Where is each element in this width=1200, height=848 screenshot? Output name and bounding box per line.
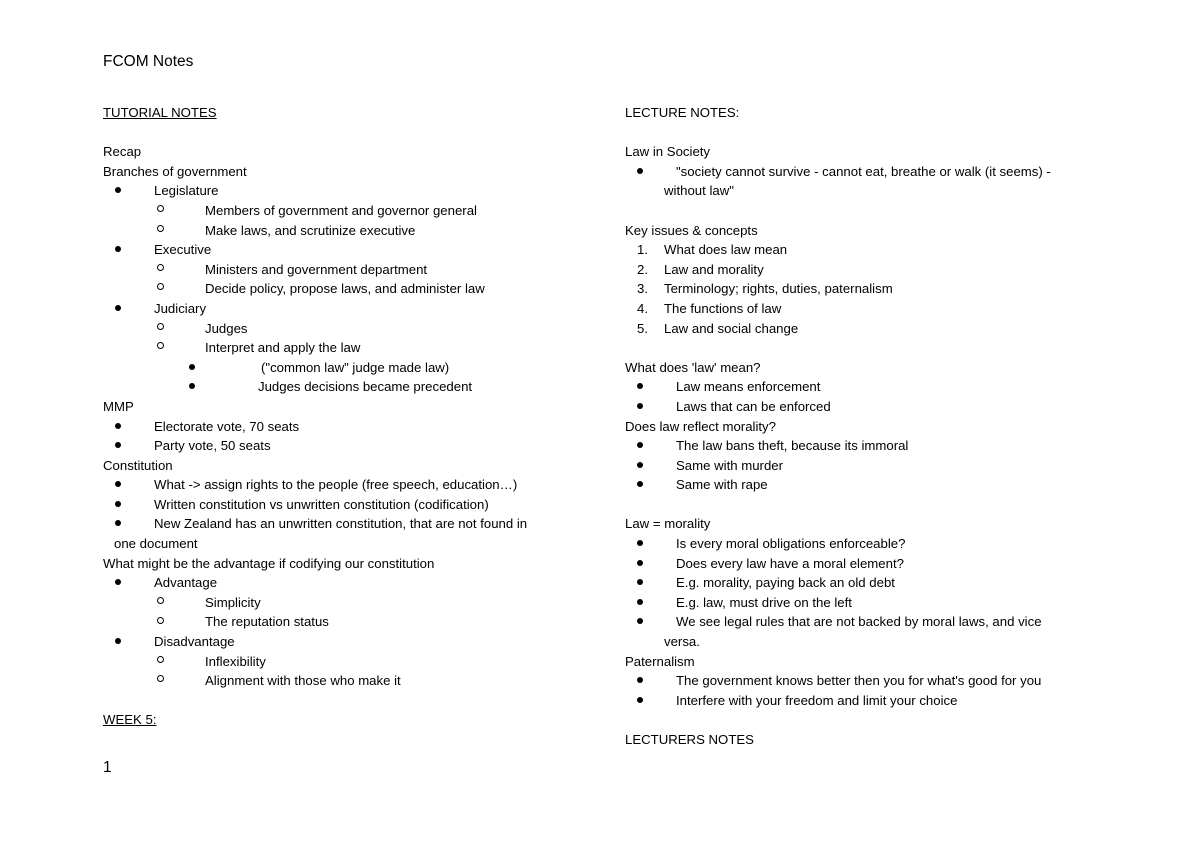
circle-bullet-icon	[157, 612, 164, 632]
circle-bullet-icon	[157, 338, 164, 358]
list-item: "society cannot survive - cannot eat, breathe or walk (it seems) -	[625, 162, 1105, 182]
list-item: Same with murder	[625, 456, 1105, 476]
list-item: Electorate vote, 70 seats	[103, 417, 583, 437]
bullet-icon	[115, 573, 121, 593]
bullet-icon	[115, 417, 121, 437]
bullet-icon	[637, 573, 643, 593]
list-item: Interpret and apply the law	[103, 338, 583, 358]
blank-line	[625, 710, 1105, 730]
list-item: Advantage	[103, 573, 583, 593]
list-item: ("common law" judge made law)	[103, 358, 583, 378]
list-item: Judges	[103, 319, 583, 339]
lecture-heading: LECTURE NOTES:	[625, 105, 740, 120]
blank-line	[625, 123, 1105, 143]
bullet-icon	[189, 358, 195, 378]
numbered-item: 2. Law and morality	[637, 261, 764, 277]
list-item: Judiciary	[103, 299, 583, 319]
list-item: Laws that can be enforced	[625, 397, 1105, 417]
branches-heading: Branches of government	[103, 163, 247, 179]
constitution-heading: Constitution	[103, 457, 173, 473]
list-item: Make laws, and scrutinize executive	[103, 221, 583, 241]
list-item: Party vote, 50 seats	[103, 436, 583, 456]
blank-line	[103, 691, 583, 711]
list-item: The reputation status	[103, 612, 583, 632]
bullet-icon	[637, 671, 643, 691]
blank-line	[103, 123, 583, 143]
list-item: Members of government and governor general	[103, 201, 583, 221]
bullet-icon	[637, 436, 643, 456]
key-issues-heading: Key issues & concepts	[625, 222, 758, 238]
list-item: Same with rape	[625, 475, 1105, 495]
list-item: Written constitution vs unwritten constitution (codification)	[103, 495, 583, 515]
reflect-heading: Does law reflect morality?	[625, 418, 776, 434]
list-item: Legislature	[103, 181, 583, 201]
tutorial-notes-column	[103, 103, 583, 730]
list-item: Ministers and government department	[103, 260, 583, 280]
recap-heading: Recap	[103, 144, 142, 160]
bullet-icon	[115, 181, 121, 201]
page-number: 1	[103, 759, 112, 776]
lecture-notes-column	[625, 103, 1105, 750]
list-item: Is every moral obligations enforceable?	[625, 534, 1105, 554]
list-item: New Zealand has an unwritten constitution, that are not found in	[103, 514, 583, 534]
paternalism-heading: Paternalism	[625, 653, 695, 669]
list-item: Interfere with your freedom and limit your choice	[625, 691, 1105, 711]
list-item: Executive	[103, 240, 583, 260]
bullet-icon	[637, 377, 643, 397]
list-item: The law bans theft, because its immoral	[625, 436, 1105, 456]
circle-bullet-icon	[157, 671, 164, 691]
list-item-continuation: one document	[114, 536, 198, 552]
list-item-continuation: without law"	[664, 183, 734, 199]
circle-bullet-icon	[157, 260, 164, 280]
bullet-icon	[115, 475, 121, 495]
bullet-icon	[115, 514, 121, 534]
list-item-continuation: versa.	[664, 634, 700, 650]
lecturers-notes-heading: LECTURERS NOTES	[625, 732, 754, 747]
bullet-icon	[115, 240, 121, 260]
bullet-icon	[637, 534, 643, 554]
blank-line	[625, 201, 1105, 221]
bullet-icon	[637, 162, 643, 182]
bullet-icon	[637, 691, 643, 711]
advantage-question: What might be the advantage if codifying our constitution	[103, 555, 435, 571]
bullet-icon	[115, 436, 121, 456]
bullet-icon	[637, 612, 643, 632]
numbered-item: 5. Law and social change	[637, 320, 799, 336]
circle-bullet-icon	[157, 593, 164, 613]
bullet-icon	[637, 397, 643, 417]
law-society-heading: Law in Society	[625, 144, 711, 160]
numbered-item: 4. The functions of law	[637, 300, 782, 316]
week5-heading: WEEK 5:	[103, 712, 157, 728]
bullet-icon	[637, 456, 643, 476]
numbered-item: 1. What does law mean	[637, 242, 788, 258]
list-item: Decide policy, propose laws, and administer law	[103, 279, 583, 299]
bullet-icon	[637, 554, 643, 574]
law-morality-heading: Law = morality	[625, 516, 711, 532]
list-item: Alignment with those who make it	[103, 671, 583, 691]
circle-bullet-icon	[157, 652, 164, 672]
blank-line	[625, 338, 1105, 358]
list-item: E.g. law, must drive on the left	[625, 593, 1105, 613]
tutorial-heading: TUTORIAL NOTES	[103, 105, 217, 120]
bullet-icon	[189, 377, 195, 397]
bullet-icon	[115, 495, 121, 515]
circle-bullet-icon	[157, 319, 164, 339]
numbered-item: 3. Terminology; rights, duties, paternalism	[637, 281, 893, 297]
list-item: Disadvantage	[103, 632, 583, 652]
bullet-icon	[637, 593, 643, 613]
list-item: E.g. morality, paying back an old debt	[625, 573, 1105, 593]
list-item: Judges decisions became precedent	[103, 377, 583, 397]
list-item: We see legal rules that are not backed by moral laws, and vice	[625, 612, 1105, 632]
circle-bullet-icon	[157, 279, 164, 299]
bullet-icon	[115, 632, 121, 652]
list-item: The government knows better then you for what's good for you	[625, 671, 1105, 691]
circle-bullet-icon	[157, 201, 164, 221]
blank-line	[625, 495, 1105, 515]
list-item: Does every law have a moral element?	[625, 554, 1105, 574]
list-item: Inflexibility	[103, 652, 583, 672]
circle-bullet-icon	[157, 221, 164, 241]
list-item: What -> assign rights to the people (free speech, education…)	[103, 475, 583, 495]
mmp-heading: MMP	[103, 398, 134, 414]
page-title: FCOM Notes	[103, 53, 194, 70]
list-item: Simplicity	[103, 593, 583, 613]
bullet-icon	[115, 299, 121, 319]
list-item: Law means enforcement	[625, 377, 1105, 397]
bullet-icon	[637, 475, 643, 495]
law-mean-heading: What does 'law' mean?	[625, 359, 761, 375]
